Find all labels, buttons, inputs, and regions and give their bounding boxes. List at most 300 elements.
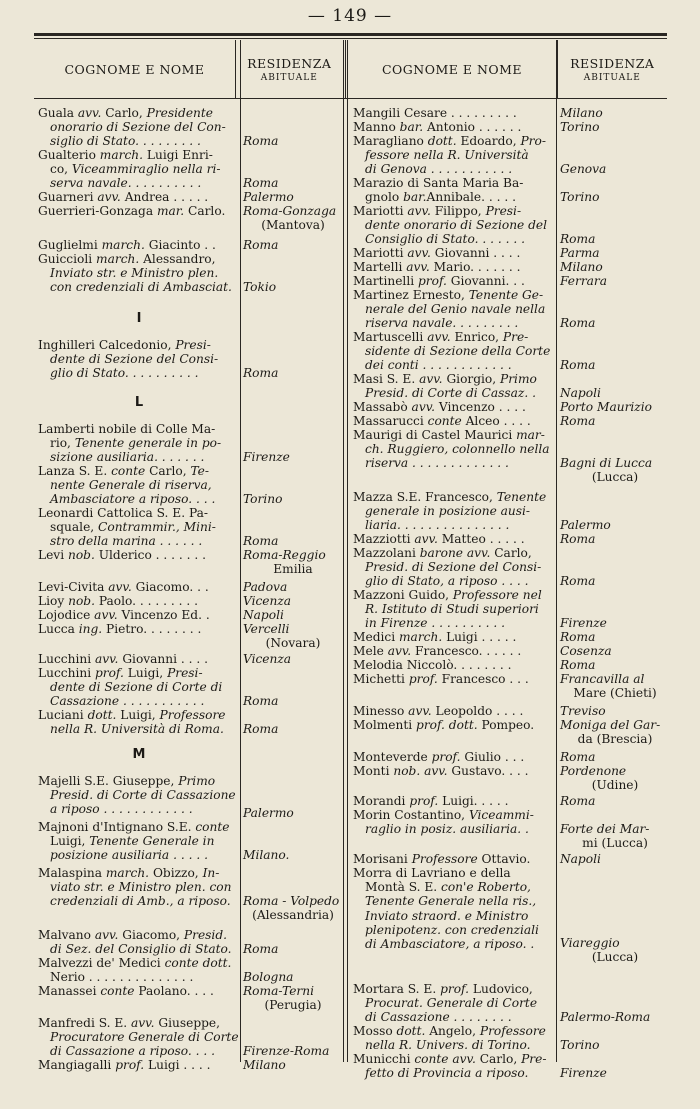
entry-title-italic: glio di Stato, a riposo . . . . (365, 574, 529, 589)
entry-title-italic: prof. (94, 666, 128, 680)
residence-line: (Alessandria) (252, 908, 334, 923)
entry-line (353, 316, 556, 330)
entry-title-italic: avv. (387, 644, 416, 658)
residence-entry (243, 652, 343, 666)
entry-text: Francesco . . . (441, 672, 529, 686)
entry-title-italic: march. (105, 866, 153, 880)
entry-title-italic: Tenente Generale in (89, 834, 215, 849)
entry-title-italic: Presi- (485, 204, 522, 218)
entry-title-italic: fessore nella R. Università (365, 148, 529, 163)
register-entry (38, 1016, 240, 1059)
entry-title-italic: generale in posizione ausi- (365, 504, 531, 519)
entry-text: Majnoni d'Intignano S.E. (38, 820, 196, 834)
residence-line: Roma (243, 694, 279, 708)
entry-title-italic: di Cassazione . . . . . . . . (365, 1010, 512, 1025)
residence-entry (243, 450, 343, 464)
entry-title-italic: conte (427, 414, 466, 428)
entry-title-italic: Professore (479, 1024, 546, 1038)
residence-entry (243, 694, 343, 708)
residence-entry (560, 532, 670, 546)
residence-line: Roma (560, 414, 596, 428)
entry-line (38, 970, 240, 984)
residence-entry (560, 120, 670, 134)
entry-title-italic: Procuratore Generale di Corte (50, 1030, 239, 1045)
register-entry (38, 820, 240, 863)
header-residence-right (557, 40, 667, 98)
entry-text: Malvezzi de' Medici (38, 956, 165, 970)
entry-text: Lucchini (38, 666, 95, 680)
entry-title-italic: mar- (516, 428, 545, 442)
entry-text: Lanza S. E. (38, 464, 112, 478)
entry-line (38, 238, 240, 252)
residence-line: Vicenza (243, 652, 292, 666)
entry-text: Giorgio, (446, 372, 501, 386)
entry-title-italic: Contrammir., Mini- (98, 520, 216, 535)
entry-text: Gustavo. . . . (451, 764, 529, 778)
entry-text: Giacinto . . (148, 238, 216, 252)
entry-line (353, 176, 556, 190)
entry-line (353, 288, 556, 302)
residence-entry (243, 608, 343, 622)
entry-title-italic: raglio in posiz. ausiliaria. . (365, 822, 529, 837)
entry-text: squale, (50, 520, 99, 535)
entry-title-italic: mar. (156, 204, 189, 218)
entry-line (38, 652, 240, 666)
entry-title-italic: Presid. di Corte di Cassazione (50, 788, 236, 803)
entry-title-italic: conte (100, 984, 139, 998)
header-residence-left-label: RESIDENZA (247, 55, 332, 71)
residence-line: Palermo (243, 806, 294, 820)
residence-line: Moniga del Gar- (560, 718, 661, 732)
entry-text: Mario. . . . . . . (433, 260, 521, 274)
entry-text: Luigi, (50, 834, 90, 849)
register-entry (38, 506, 240, 549)
entry-text: Luciani (38, 708, 88, 722)
entry-text: Lojodice (38, 608, 95, 622)
entry-text: gnolo (365, 190, 404, 205)
entry-title-italic: In- (202, 866, 220, 880)
section-letter-l: L (134, 395, 144, 410)
residence-line: Roma (243, 534, 279, 548)
entry-text: Morandi (353, 794, 410, 808)
residence-line: Roma (560, 658, 596, 672)
entry-text: Carlo, (149, 464, 191, 478)
residence-line: Torino (243, 492, 283, 506)
entry-line (38, 680, 240, 694)
entry-text: Mangiagalli (38, 1058, 116, 1072)
residence-entry (560, 358, 670, 372)
entry-text: Municchi (353, 1052, 415, 1066)
residence-line: Torino (560, 120, 600, 134)
entry-line (38, 436, 240, 450)
entry-text: Melodia Niccolò. . . . . . . . (353, 658, 512, 672)
register-entry (38, 338, 240, 381)
entry-line (353, 120, 556, 134)
register-entry (353, 588, 556, 631)
entry-line (38, 820, 240, 834)
entry-line (38, 280, 240, 294)
entry-text: Gualterio (38, 148, 100, 162)
entry-line (353, 372, 556, 386)
top-rule (34, 33, 667, 36)
header-name-left-label: COGNOME E NOME (64, 61, 205, 77)
register-entry (38, 238, 240, 252)
residence-entry (560, 574, 670, 588)
entry-line (38, 802, 240, 816)
entry-line (38, 520, 240, 534)
entry-title-italic: Viceammi- (468, 808, 534, 822)
entry-line (353, 246, 556, 260)
entry-text: Vincenzo Ed. . (121, 608, 210, 622)
entry-title-italic: dei conti . . . . . . . . . . . . (365, 358, 512, 373)
register-entry (38, 866, 240, 909)
register-entry (353, 490, 556, 533)
residence-entry (560, 456, 670, 484)
entry-line (353, 148, 556, 162)
entry-title-italic: conte dott. (164, 956, 232, 970)
entry-line (353, 260, 556, 274)
residence-line: Vercelli (243, 622, 290, 636)
register-entry (353, 630, 556, 644)
entry-title-italic: Inviato str. e Ministro plen. (50, 266, 219, 281)
entry-text: Morra di Lavriano e della (353, 866, 511, 880)
entry-title-italic: di Sez. del Consiglio di Stato. (50, 942, 232, 957)
entry-text: Guerrieri-Gonzaga (38, 204, 157, 218)
entry-line (38, 450, 240, 464)
entry-title-italic: dente onorario di Sezione del (365, 218, 548, 233)
entry-title-italic: bar. (399, 120, 427, 134)
residence-entry (560, 672, 670, 700)
register-entry (38, 928, 240, 956)
register-entry (353, 644, 556, 658)
entry-line (38, 1030, 240, 1044)
entry-text: Pietro. . . . . . . . (106, 622, 202, 636)
entry-line (38, 666, 240, 680)
residence-line: Firenze (560, 616, 607, 630)
entry-line (353, 560, 556, 574)
entry-text: Lioy (38, 594, 69, 608)
residence-line: Genova (560, 162, 607, 176)
entry-text: Martelli (353, 260, 407, 274)
residence-entry (560, 232, 670, 246)
residence-line: Roma-Gonzaga (243, 204, 337, 218)
entry-title-italic: con credenziali di Ambasciat. (50, 280, 232, 295)
entry-line (38, 788, 240, 802)
register-entry (353, 288, 556, 331)
entry-text: Lamberti nobile di Colle Ma- (38, 422, 216, 436)
entry-text: Molmenti (353, 718, 417, 732)
entry-line (353, 909, 556, 923)
residence-entry (243, 1058, 343, 1072)
register-entry (353, 204, 556, 247)
entry-text: Annibale. . . . . (426, 190, 516, 205)
entry-line (353, 630, 556, 644)
register-entry (38, 148, 240, 191)
entry-line (353, 218, 556, 232)
entry-title-italic: prof. (409, 794, 443, 808)
entry-text: Martinelli (353, 274, 418, 288)
entry-title-italic: liaria. . . . . . . . . . . . . . . (365, 518, 510, 533)
entry-title-italic: riserva navale. . . . . . . . . (365, 316, 519, 331)
entry-text: rio, (50, 436, 75, 451)
entry-title-italic: Consiglio di Stato. . . . . . . (365, 232, 525, 247)
residence-entry (560, 316, 670, 330)
residence-entry (243, 580, 343, 594)
entry-text: Montà S. E. (365, 880, 442, 895)
register-entry (38, 608, 240, 622)
entry-line (353, 490, 556, 504)
entry-text: Antonio . . . . . . (426, 120, 522, 134)
register-entry (353, 718, 556, 732)
entry-line (353, 428, 556, 442)
residence-entry (243, 806, 343, 820)
residence-line: Palermo (560, 518, 611, 532)
entry-text: Luigi . . . . . (446, 630, 517, 644)
entry-text: Mosso (353, 1024, 397, 1038)
entry-line (353, 330, 556, 344)
residence-line: Treviso (560, 704, 606, 718)
entry-text: Monti (353, 764, 394, 778)
entry-text: Giacomo. . . (135, 580, 209, 594)
register-entry (38, 464, 240, 507)
entry-line (38, 1058, 240, 1072)
residence-entry (243, 280, 343, 294)
entry-title-italic: avv. (407, 246, 435, 260)
entry-title-italic: Tenente Ge- (468, 288, 544, 302)
residence-entry (560, 414, 670, 428)
entry-line (38, 866, 240, 880)
entry-text: Ulderico . . . . . . . (98, 548, 207, 562)
entry-line (353, 937, 556, 951)
entry-title-italic: barone avv. (419, 546, 495, 560)
entry-text: Mortara S. E. (353, 982, 441, 996)
entry-title-italic: riserva . . . . . . . . . . . . . (365, 456, 509, 471)
entry-text: Giovanni . . . . (434, 246, 521, 260)
residence-entry (560, 162, 670, 176)
entry-line (38, 774, 240, 788)
register-entry (38, 956, 240, 984)
entry-line (38, 422, 240, 436)
entry-text: Paolano. . . . (138, 984, 214, 998)
entry-title-italic: Primo (500, 372, 537, 386)
residence-line: Roma (560, 794, 596, 808)
entry-title-italic: prof. (440, 982, 473, 996)
entry-title-italic: sizione ausiliaria. . . . . . . (50, 450, 205, 465)
entry-text: Carlo, (494, 546, 532, 560)
register-entry (353, 1052, 556, 1080)
header-name-right-label: COGNOME E NOME (381, 61, 523, 77)
entry-title-italic: di Cassazione a riposo. . . . (50, 1044, 216, 1059)
residence-entry (560, 750, 670, 764)
entry-text: Filippo, (434, 204, 486, 218)
entry-title-italic: dott. (87, 708, 121, 722)
register-entry (353, 794, 556, 808)
register-entry (353, 808, 556, 836)
entry-title-italic: prof. (115, 1058, 148, 1072)
residence-entry (243, 622, 343, 650)
entry-text: Luigi . . . . (148, 1058, 211, 1072)
residence-entry (560, 106, 670, 120)
entry-line (38, 106, 240, 120)
entry-text: Francesco. . . . . . (415, 644, 522, 658)
residence-line: Torino (560, 190, 600, 204)
entry-line (353, 672, 556, 686)
column-divider-left (240, 40, 241, 1062)
residence-entry (560, 852, 670, 866)
entry-title-italic: Presidente (146, 106, 214, 120)
residence-line: Tokio (243, 280, 277, 294)
residence-line: Roma (243, 722, 279, 736)
entry-title-italic: fetto di Provincia a riposo. (365, 1066, 529, 1081)
residence-entry (560, 1010, 670, 1024)
entry-line (353, 274, 556, 288)
entry-text: Giacomo, (122, 928, 184, 942)
entry-line (353, 718, 556, 732)
entry-line (353, 1066, 556, 1080)
entry-line (353, 204, 556, 218)
entry-text: Ludovico, (472, 982, 533, 996)
entry-title-italic: nob. (67, 548, 99, 562)
register-entry (353, 428, 556, 471)
entry-line (38, 252, 240, 266)
residence-line: Roma-Reggio (243, 548, 326, 562)
entry-title-italic: avv. (108, 580, 136, 594)
residence-entry (560, 400, 670, 414)
entry-text: Luigi, (127, 666, 168, 680)
residence-line: Padova (243, 580, 288, 594)
entry-text: Carlo. (188, 204, 226, 218)
entry-title-italic: dente di Sezione del Consi- (50, 352, 219, 367)
register-entry (353, 134, 556, 177)
entry-text: Michetti (353, 672, 409, 686)
register-entry (353, 532, 556, 546)
entry-text: Vincenzo . . . . (438, 400, 526, 414)
entry-line (353, 880, 556, 894)
entry-title-italic: Pro- (520, 134, 546, 148)
entry-title-italic: avv. (94, 928, 123, 942)
residence-line: Porto Maurizio (560, 400, 652, 414)
entry-text: Medici (353, 630, 399, 644)
residence-line: Firenze (560, 1066, 607, 1080)
entry-title-italic: posizione ausiliaria . . . . . (50, 848, 208, 863)
residence-entry (560, 794, 670, 808)
entry-text: Mazziotti (353, 532, 415, 546)
entry-line (353, 134, 556, 148)
entry-line (353, 996, 556, 1010)
register-entry (38, 252, 240, 295)
entry-title-italic: Viceammiraglio nella ri- (71, 162, 221, 177)
entry-line (353, 616, 556, 630)
entry-line (353, 400, 556, 414)
register-entry (38, 666, 240, 709)
entry-text: Mazzolani (353, 546, 420, 560)
entry-line (353, 1010, 556, 1024)
entry-text: Luigi. . . . . (442, 794, 509, 808)
residence-entry (560, 822, 670, 850)
entry-title-italic: conte avv. (414, 1052, 480, 1066)
entry-line (38, 134, 240, 148)
entry-line (38, 894, 240, 908)
residence-line: Roma (560, 358, 596, 372)
entry-text: Mazzoni Guido, (353, 588, 453, 602)
residence-line: Roma (243, 176, 279, 190)
residence-line: Ferrara (560, 274, 608, 288)
entry-text: Luigi, (120, 708, 160, 722)
entry-title-italic: Tenente generale in po- (74, 436, 222, 451)
entry-title-italic: dott. (427, 134, 461, 148)
residence-entry (560, 764, 670, 792)
entry-text: Levi-Civita (38, 580, 109, 594)
residence-line: Milano (560, 106, 603, 120)
register-entry (353, 764, 556, 778)
entry-title-italic: Inviato straord. e Ministro (365, 908, 529, 923)
residence-line: Roma (560, 532, 596, 546)
entry-line (353, 1024, 556, 1038)
entry-title-italic: avv. (414, 532, 442, 546)
entry-text: Matteo . . . . . (441, 532, 525, 546)
residence-line: Forte dei Mar- (560, 822, 650, 836)
entry-title-italic: prof. (408, 672, 442, 686)
residence-entry (243, 594, 343, 608)
entry-text: Monteverde (353, 750, 432, 764)
entry-title-italic: march. (101, 238, 149, 252)
register-entry (353, 658, 556, 672)
register-entry (353, 274, 556, 288)
residence-line: Parma (560, 246, 600, 260)
entry-text: Manno (353, 120, 400, 134)
register-entry (353, 120, 556, 134)
entry-line (38, 464, 240, 478)
residence-line: Roma-Terni (243, 984, 314, 998)
entry-title-italic: in Firenze . . . . . . . . . . (365, 616, 505, 631)
entry-text: Giulio . . . (464, 750, 525, 764)
entry-line (353, 504, 556, 518)
residence-line: da (Brescia) (577, 732, 653, 747)
register-entry (353, 330, 556, 373)
register-entry (38, 422, 240, 465)
residence-entry (560, 658, 670, 672)
entry-title-italic: Presid. di Sezione del Consi- (365, 560, 542, 575)
residence-entry (560, 274, 670, 288)
entry-text: Massarucci (353, 414, 428, 428)
entry-line (38, 722, 240, 736)
entry-text: Andrea . . . . . (124, 190, 209, 204)
residence-line: (Lucca) (591, 950, 639, 965)
entry-line (38, 366, 240, 380)
register-entry (353, 704, 556, 718)
entry-line (353, 602, 556, 616)
entry-title-italic: Tenente (496, 490, 547, 504)
entry-line (38, 176, 240, 190)
entry-line (353, 546, 556, 560)
entry-line (353, 588, 556, 602)
register-entry (353, 106, 556, 120)
entry-title-italic: nella R. Università di Roma. (50, 722, 224, 737)
entry-title-italic: avv. (411, 400, 439, 414)
entry-title-italic: Primo (178, 774, 216, 788)
entry-title-italic: march. (99, 148, 147, 162)
entry-line (38, 148, 240, 162)
residence-entry (243, 970, 343, 984)
entry-line (38, 478, 240, 492)
entry-title-italic: siglio di Stato. . . . . . . . . (50, 134, 201, 149)
entry-text: Edoardo, (460, 134, 521, 148)
entry-line (353, 414, 556, 428)
entry-text: Inghilleri Calcedonio, (38, 338, 176, 352)
entry-title-italic: credenziali di Amb., a riposo. (50, 894, 231, 909)
residence-entry (243, 190, 343, 204)
entry-text: Alessandro, (143, 252, 216, 266)
